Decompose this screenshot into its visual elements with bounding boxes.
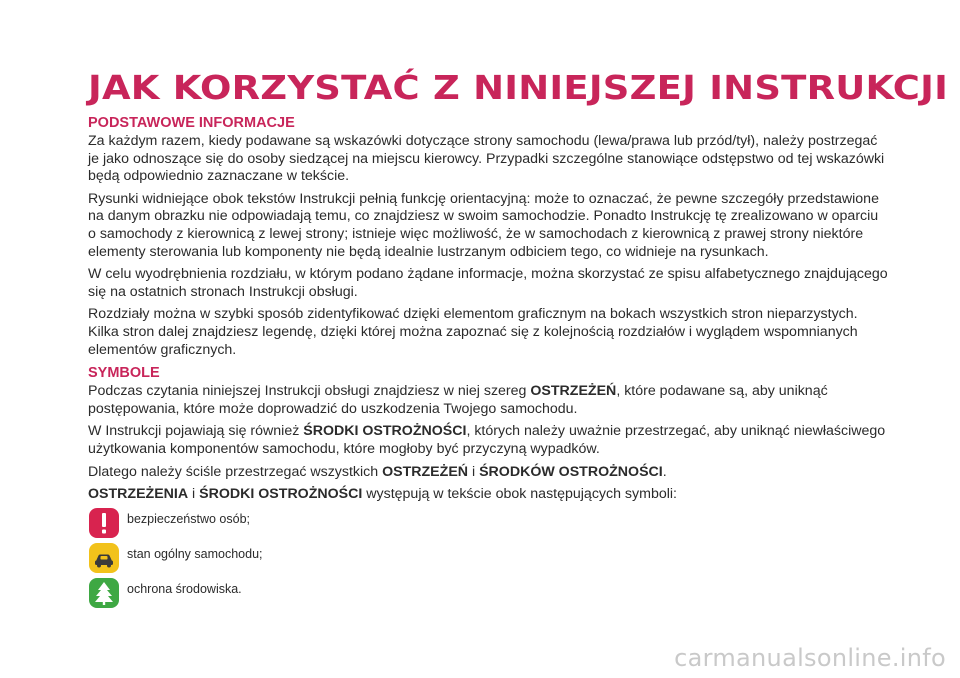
paragraph-symbols-intro: OSTRZEŻENIA i ŚRODKI OSTROŻNOŚCI występują w tekście obok następujących symboli: xyxy=(88,486,677,503)
paragraph-illustrations: Rysunki widniejące obok tekstów Instrukcji pełnią funkcję orientacyjną: może to oznaczać, że pewne szczegóły przedstawione na danym obrazku nie odpowiadają temu, co znajdziesz w swoim samochodzie. Ponadto Instrukcję tę zrealizowano w oparciu o samochody z kierownicą z lewej strony; istnieje więc możliwość, że w samochodach z kierownicą z prawej strony niektóre elementy sterowania lub komponenty nie będą idealnie lustrzanym odbiciem tego, co widnieje na rysunkach. xyxy=(88,190,879,260)
symbol-list xyxy=(88,509,888,614)
page-content xyxy=(88,68,949,614)
environment-icon xyxy=(88,577,120,609)
page-title: JAK KORZYSTAĆ Z NINIEJSZEJ INSTRUKCJI xyxy=(88,68,949,107)
paragraph-index: W celu wyodrębnienia rozdziału, w którym podano żądane informacje, można skorzystać ze spisu alfabetycznego znajdującego się na ostatnich stronach Instrukcji obsługi. xyxy=(88,266,888,300)
paragraph-follow: Dlatego należy ściśle przestrzegać wszystkich OSTRZEŻEŃ i ŚRODKÓW OSTROŻNOŚCI. xyxy=(88,463,667,480)
symbol-item-car-condition xyxy=(88,544,888,579)
section-heading-symbols: SYMBOLE xyxy=(88,365,160,382)
personal-safety-icon xyxy=(88,507,120,539)
paragraph-precautions: W Instrukcji pojawiają się również ŚRODKI OSTROŻNOŚCI, których należy uważnie przestrzegać, aby uniknąć niewłaściwego użytkowania komponentów samochodu, które mogłoby być przyczyną wypadków. xyxy=(88,423,886,457)
paragraph-sides: Za każdym razem, kiedy podawane są wskazówki dotyczące strony samochodu (lewa/prawa lub przód/tył), należy postrzegać je jako odnoszące się do osoby siedzącej na miejscu kierowcy. Przypadki szczególne stanowiące odstępstwo od tej wskazówki będą odpowiednio zaznaczane w tekście. xyxy=(88,133,885,185)
symbol-label: bezpieczeństwo osób; xyxy=(127,511,250,526)
symbol-item-personal-safety xyxy=(88,509,888,544)
paragraph-warnings: Podczas czytania niniejszej Instrukcji obsługi znajdziesz w niej szereg OSTRZEŻEŃ, które podawane są, aby uniknąć postępowania, które może doprowadzić do uszkodzenia Twojego samochodu. xyxy=(88,383,828,417)
symbol-item-environment xyxy=(88,579,888,614)
paragraph-chapters: Rozdziały można w szybki sposób zidentyfikować dzięki elementom graficznym na bokach wszystkich stron nieparzystych. Kilka stron dalej znajdziesz legendę, dzięki której można zapoznać się z kolejnością rozdziałów i wyglądem wspomnianych elementów graficznych. xyxy=(88,306,858,358)
car-condition-icon xyxy=(88,542,120,574)
section-heading-basic-info: PODSTAWOWE INFORMACJE xyxy=(88,115,295,131)
watermark: carmanualsonline.info xyxy=(674,644,946,672)
symbol-label: stan ogólny samochodu; xyxy=(127,546,263,561)
symbol-label: ochrona środowiska. xyxy=(127,581,242,596)
